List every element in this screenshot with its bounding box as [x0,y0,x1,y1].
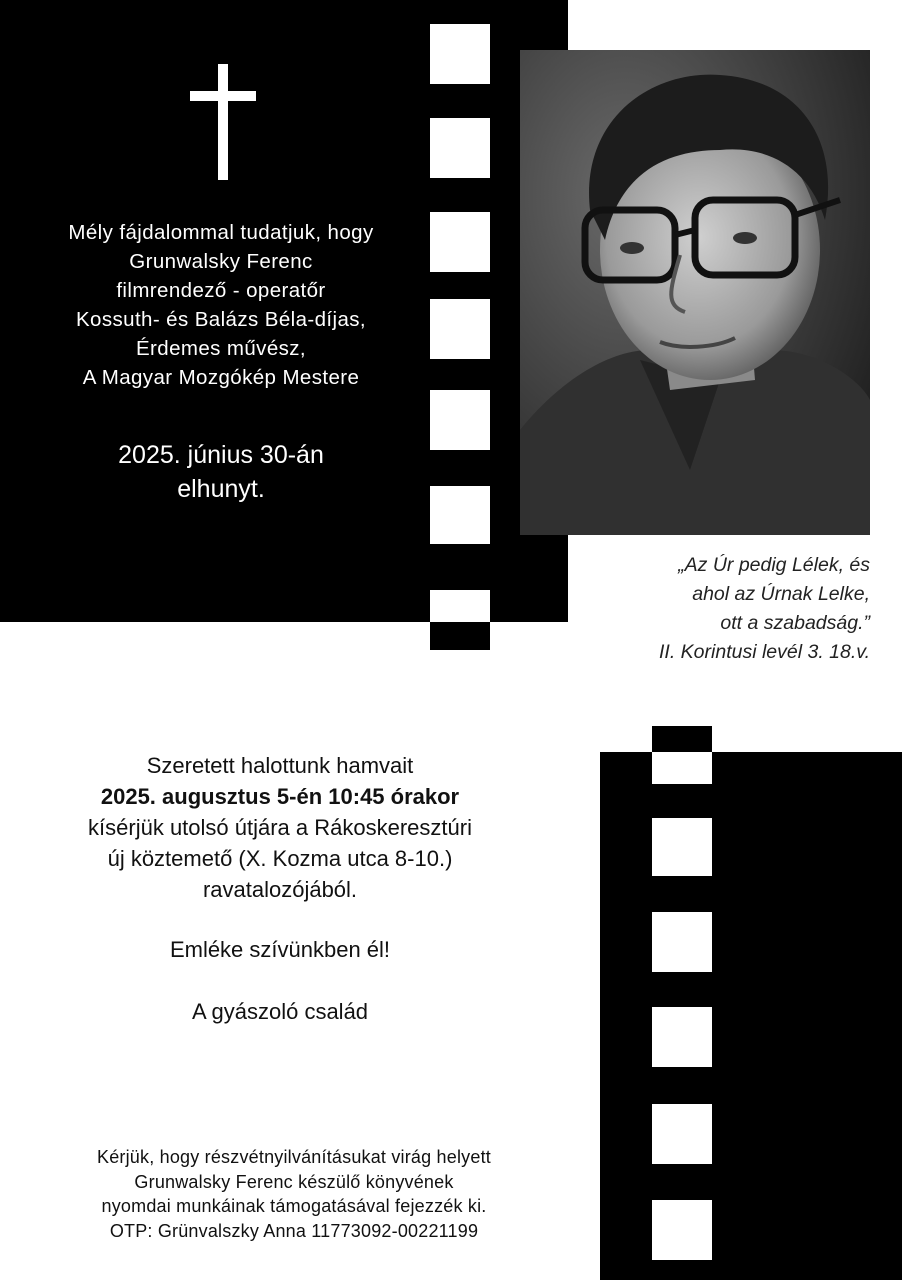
quote-line: „Az Úr pedig Lélek, és [678,554,870,576]
cross-icon [190,64,256,180]
funeral-line: új köztemető (X. Kozma utca 8-10.) [107,846,453,871]
request-line: nyomdai munkáinak támogatásával fejezzék ki. [101,1196,487,1216]
request-line: Grunwalsky Ferenc készülő könyvének [134,1171,454,1192]
funeral-line: Szeretett halottunk hamvait [146,753,414,778]
quote-line: ott a szabadság.” [720,612,870,634]
family-signature: A gyászoló család [191,999,369,1024]
intro-line: Érdemes művész, [135,337,307,360]
funeral-line: ravatalozójából. [202,877,358,902]
film-strip-top [430,0,490,650]
intro-line: A Magyar Mozgókép Mestere [82,366,360,389]
funeral-date: 2025. augusztus 5-én 10:45 órakor [100,784,460,809]
intro-line: Mély fájdalommal tudatjuk, hogy [68,221,374,244]
bible-quote [520,551,870,667]
bottom-black-panel [600,752,902,1280]
film-strip-bottom [652,726,712,1280]
intro-line: filmrendező - operatőr [116,279,326,302]
death-line: elhunyt. [177,475,265,503]
funeral-info [0,750,560,905]
donation-request [0,1145,588,1243]
intro-line: Kossuth- és Balázs Béla-díjas, [75,308,367,331]
bank-account: OTP: Grünvalszky Anna 11773092-00221199 [109,1220,479,1241]
request-line: Kérjük, hogy részvétnyilvánításukat virág helyett [97,1147,491,1167]
quote-source: II. Korintusi levél 3. 18.v. [659,641,870,663]
portrait-photo [520,50,870,535]
funeral-line: kísérjük utolsó útjára a Rákoskeresztúri [88,815,472,840]
intro-line: Grunwalsky Ferenc [129,250,313,273]
quote-line: ahol az Úrnak Lelke, [692,583,870,605]
remember-text: Emléke szívünkben él! [169,937,391,962]
death-date [10,438,432,506]
death-line: 2025. június 30-án [118,441,324,469]
announcement-text [10,218,432,392]
